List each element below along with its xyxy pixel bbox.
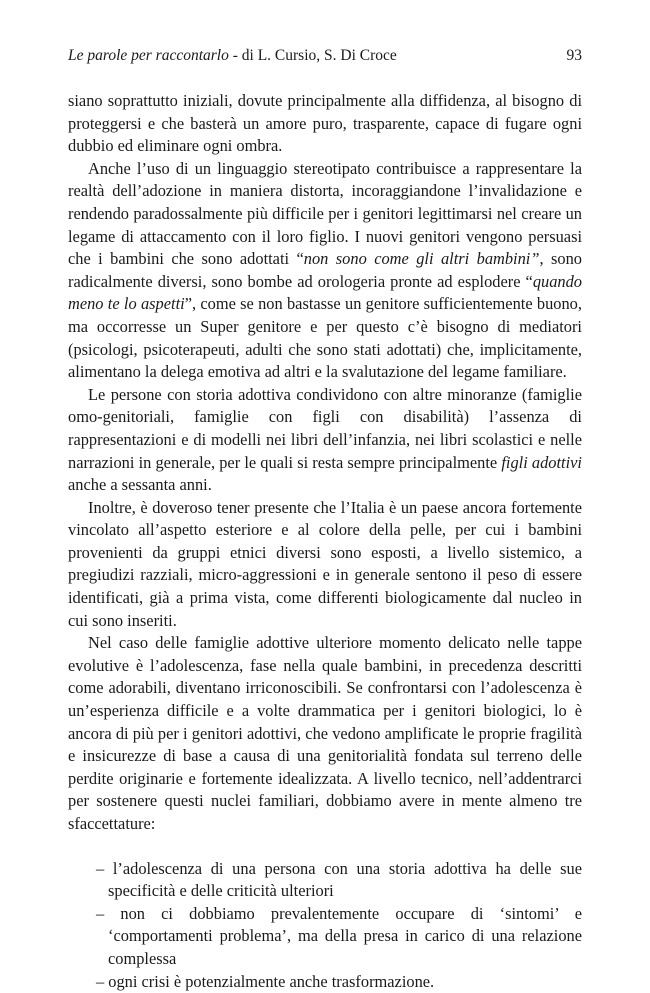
list-item: – non ci dobbiamo prevalentemente occupare di ‘sintomi’ e ‘comportamenti problema’, ma della presa in carico di una relazione complessa (96, 903, 582, 968)
paragraph (68, 90, 582, 158)
list-item: – l’adolescenza di una persona con una storia adottiva ha delle sue specificità e delle criticità ulteriori (96, 858, 582, 901)
running-head-text (68, 46, 397, 66)
italic-text: figli adottivi (501, 452, 582, 472)
italic-text: non sono come gli altri bambini” (303, 249, 540, 269)
body-text (68, 90, 582, 993)
text-run: siano soprattutto iniziali, dovute principalmente alla diffidenza, al bisogno di proteggersi e che basterà un amore puro, trasparente, capace di fugare ogni dubbio ed eliminare ogni ombra. (68, 91, 582, 156)
paragraph (68, 158, 582, 384)
book-authors: - di L. Cursio, S. Di Croce (228, 47, 397, 64)
text-run: , sono radicalmente diversi, sono bombe ad orologeria pronte ad esplodere “ (68, 249, 582, 291)
paragraph (68, 384, 582, 497)
italic-text: quando meno te lo aspetti (68, 271, 582, 314)
text-run: Anche l’uso di un linguaggio stereotipato contribuisce a rappresentare la realtà dell’adozione in maniera distorta, incoraggiandone l’invalidazione e rendendo paradossalmente più difficile per i genitori legittimarsi nel creare un legame di attaccamento con il loro figlio. I nuovi genitori vengono persuasi che i bambini che sono adottati “ (68, 158, 582, 269)
text-run: Inoltre, è doveroso tener presente che l’Italia è un paese ancora fortemente vincolato all’aspetto esteriore e al colore della pelle, per cui i bambini provenienti da gruppi etnici diversi sono esposti, a livello sistemico, a pregiudizi razziali, micro-aggressioni e in generale sentono il peso di essere identificati, già a prima vista, come differenti biologicamente dal nucleo in cui sono inseriti. (68, 497, 582, 630)
bullet-list (68, 858, 582, 993)
running-head (68, 46, 582, 66)
list-item: – ogni crisi è potenzialmente anche trasformazione. (96, 971, 435, 991)
book-title: Le parole per raccontarlo (68, 47, 229, 64)
text-run: ”, come se non bastasse un genitore sufficientemente buono, ma occorresse un Super genitore e per questo c’è bisogno di mediatori (psicologi, psicoterapeuti, adulti che sono stati adottati) che, implicitamente, alimentano la delega emotiva ad altri e la svalutazione del legame familiare. (68, 294, 582, 382)
text-run: Le persone con storia adottiva condividono con altre minoranze (famiglie omo-genitoriali, famiglie con figli con disabilità) l’assenza di rappresentazioni e di modelli nei libri dell’infanzia, nei libri scolastici e nelle narrazioni in generale, per le quali si resta sempre principalmente (68, 384, 582, 472)
paragraph (68, 497, 582, 633)
page-number: 93 (566, 47, 582, 64)
text-run: Nel caso delle famiglie adottive ulteriore momento delicato nelle tappe evolutive è l’adolescenza, fase nella quale bambini, in precedenza descritti come adorabili, diventano irriconoscibili. Se confrontarsi con l’adolescenza è un’esperienza difficile e a volte drammatica per i genitori biologici, lo è ancora di più per i genitori adottivi, che vedono amplificate le proprie fragilità e insicurezze di base a causa di una genitorialità fondata sul terreno delle perdite originarie e fortemente idealizzata. A livello tecnico, nell’addentrarci per sostenere questi nuclei familiari, dobbiamo avere in mente almeno tre sfaccettature: (68, 633, 582, 833)
paragraph (68, 632, 582, 835)
paragraphs (68, 90, 582, 836)
text-run: anche a sessanta anni. (68, 475, 212, 495)
